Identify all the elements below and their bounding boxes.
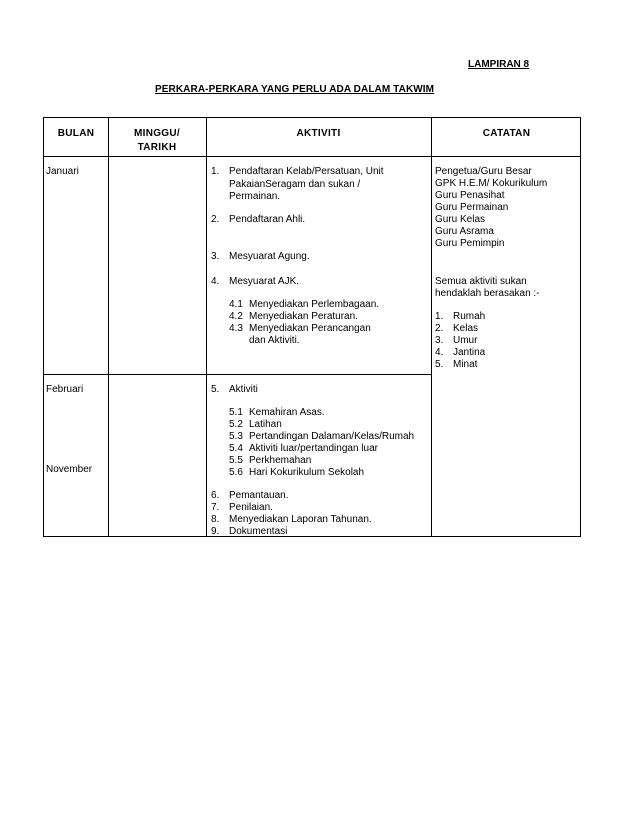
catatan-list-item xyxy=(435,335,477,347)
catatan-line: Guru Penasihat xyxy=(435,190,505,201)
sub-number: 5.3 xyxy=(229,431,243,442)
aktiviti-item-4 xyxy=(211,276,299,288)
sub-text: Perkhemahan xyxy=(249,455,312,466)
list-number: 3. xyxy=(435,335,444,346)
aktiviti-item-2 xyxy=(211,214,305,226)
catatan-line: Guru Permainan xyxy=(435,202,509,213)
sub-number: 5.1 xyxy=(229,407,243,418)
sub-number: 5.2 xyxy=(229,419,243,430)
sub-item-5-2 xyxy=(229,419,282,431)
aktiviti-item-8 xyxy=(211,514,372,526)
catatan-note: Semua aktiviti sukan xyxy=(435,276,527,287)
sub-text: Menyediakan Perancangan xyxy=(249,323,371,334)
catatan-list-item xyxy=(435,311,485,323)
sub-item-4-3 xyxy=(229,323,371,335)
takwim-table xyxy=(43,117,581,537)
bulan-januari: Januari xyxy=(46,166,79,177)
sub-item-4-1 xyxy=(229,299,379,311)
header-tarikh: TARIKH xyxy=(137,142,177,153)
aktiviti-item-5 xyxy=(211,384,258,396)
sub-text: Menyediakan Peraturan. xyxy=(249,311,358,322)
aktiviti-item-1 xyxy=(211,166,384,178)
item-text: Mesyuarat Agung. xyxy=(229,251,310,262)
catatan-line: GPK H.E.M/ Kokurikulum xyxy=(435,178,548,189)
sub-text: Menyediakan Perlembagaan. xyxy=(249,299,380,310)
list-text: Minat xyxy=(453,359,478,370)
catatan-list-item xyxy=(435,323,478,335)
item-number: 8. xyxy=(211,514,220,525)
list-text: Jantina xyxy=(453,347,486,358)
list-number: 4. xyxy=(435,347,444,358)
header-aktiviti: AKTIVITI xyxy=(296,128,341,139)
header-minggu: MINGGU/ xyxy=(134,128,180,139)
item-text: Pemantauan. xyxy=(229,490,289,501)
sub-text: Pertandingan Dalaman/Kelas/Rumah xyxy=(249,431,415,442)
sub-number: 5.6 xyxy=(229,467,243,478)
sub-text: Kemahiran Asas. xyxy=(249,407,325,418)
catatan-list-item xyxy=(435,359,477,371)
catatan-line: Guru Asrama xyxy=(435,226,494,237)
catatan-note: hendaklah berasakan :- xyxy=(435,288,540,299)
list-text: Kelas xyxy=(453,323,479,334)
sub-number: 4.2 xyxy=(229,311,243,322)
item-text: Dokumentasi xyxy=(229,526,288,537)
document-title: PERKARA-PERKARA YANG PERLU ADA DALAM TAKWIM xyxy=(155,84,435,95)
item-text: Mesyuarat AJK. xyxy=(229,276,300,287)
aktiviti-item-1-cont: PakaianSeragam dan sukan / xyxy=(229,179,361,190)
sub-item-5-5 xyxy=(229,455,311,467)
item-text: Penilaian. xyxy=(229,502,273,513)
sub-item-5-1 xyxy=(229,407,325,419)
column-divider xyxy=(206,118,207,536)
item-number: 5. xyxy=(211,384,220,395)
item-text: Menyediakan Laporan Tahunan. xyxy=(229,514,372,525)
aktiviti-item-1-cont: Permainan. xyxy=(229,191,281,202)
aktiviti-item-9 xyxy=(211,526,287,538)
catatan-list-item xyxy=(435,347,485,359)
item-text: Aktiviti xyxy=(229,384,258,395)
sub-item-4-2 xyxy=(229,311,358,323)
sub-text: Hari Kokurikulum Sekolah xyxy=(249,467,365,478)
aktiviti-item-7 xyxy=(211,502,273,514)
item-number: 3. xyxy=(211,251,220,262)
list-number: 2. xyxy=(435,323,444,334)
row-divider xyxy=(44,374,432,375)
item-number: 4. xyxy=(211,276,220,287)
column-divider xyxy=(108,118,109,536)
column-divider xyxy=(431,118,432,536)
header-catatan: CATATAN xyxy=(482,128,531,139)
sub-item-4-3-cont: dan Aktiviti. xyxy=(249,335,300,346)
list-number: 1. xyxy=(435,311,444,322)
list-number: 5. xyxy=(435,359,444,370)
sub-text: Latihan xyxy=(249,419,282,430)
item-number: 1. xyxy=(211,166,220,177)
sub-number: 5.5 xyxy=(229,455,243,466)
aktiviti-item-6 xyxy=(211,490,289,502)
catatan-line: Guru Pemimpin xyxy=(435,238,505,249)
item-number: 6. xyxy=(211,490,220,501)
header-divider xyxy=(44,156,580,157)
sub-number: 5.4 xyxy=(229,443,243,454)
item-number: 9. xyxy=(211,526,220,537)
catatan-line: Guru Kelas xyxy=(435,214,486,225)
item-number: 2. xyxy=(211,214,220,225)
sub-item-5-6 xyxy=(229,467,364,479)
list-text: Umur xyxy=(453,335,478,346)
sub-number: 4.1 xyxy=(229,299,243,310)
sub-item-5-4 xyxy=(229,443,378,455)
item-number: 7. xyxy=(211,502,220,513)
item-text: Pendaftaran Kelab/Persatuan, Unit xyxy=(229,166,384,177)
header-bulan: BULAN xyxy=(57,128,95,139)
aktiviti-item-3 xyxy=(211,251,310,263)
sub-text: Aktiviti luar/pertandingan luar xyxy=(249,443,378,454)
item-text: Pendaftaran Ahli. xyxy=(229,214,306,225)
bulan-november: November xyxy=(46,464,93,475)
list-text: Rumah xyxy=(453,311,486,322)
catatan-line: Pengetua/Guru Besar xyxy=(435,166,532,177)
sub-number: 4.3 xyxy=(229,323,243,334)
sub-item-5-3 xyxy=(229,431,414,443)
bulan-februari: Februari xyxy=(46,384,84,395)
lampiran-label: LAMPIRAN 8 xyxy=(468,59,530,70)
